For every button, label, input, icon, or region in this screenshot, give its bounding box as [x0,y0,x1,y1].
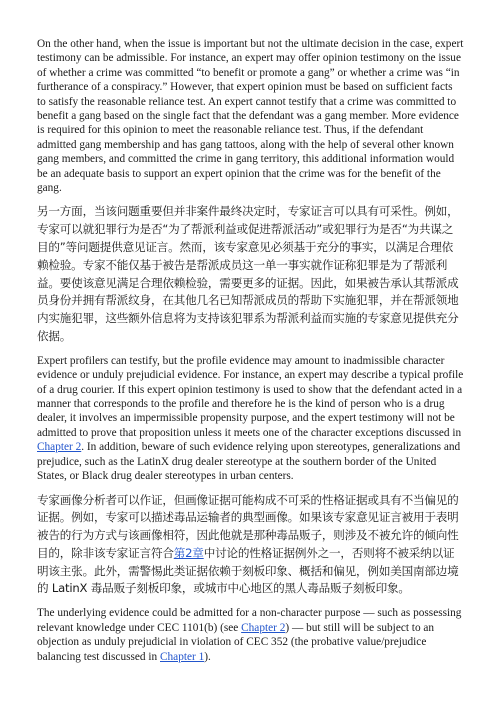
paragraph-2-chinese-text: 专家画像分析者可以作证，但画像证据可能构成不可采的性格证据或具有不当偏见的证据。例如，专家可以描述毒品运输者的典型画像。如果该专家意见证言被用于表明被告的行为方式与该画像相符，因此他就是那种毒品贩子，则涉及不被允许的倾向性目的，除非该专家证言符合 [37,492,459,560]
chapter-2-link[interactable]: Chapter 2 [37,441,82,454]
chapter-2-link-second[interactable]: Chapter 2 [241,621,286,634]
paragraph-2-english-text: Expert profilers can testify, but the profile evidence may amount to inadmissible character evidence or unduly prejudicial evidence. For instance, an expert may describe a typical profile of a drug courier. If this expert opinion testimony is used to show that the defendant acted in a manner that corresponds to the profile and therefore he is the kind of person who is a drug dealer, it involves an impermissible propensity purpose, and the expert testimony will not be admitted to prove that proposition unless it meets one of the character exceptions discussed in [37,354,464,439]
paragraph-2-chinese [37,492,464,599]
chapter-1-link[interactable]: Chapter 1 [160,650,205,663]
paragraph-3-english-text-middle: ) — but still will be subject to an objection as unduly prejudicial in violation of CEC 352 (the probative value/prejudice balancing test discussed in [37,621,435,663]
paragraph-2-english-text-continued: . In addition, beware of such evidence relying upon stereotypes, generalizations and prejudice, such as the LatinX drug dealer stereotype at the southern border of the United States, or Black drug dealer stereotypes in urban centers. [37,441,461,483]
paragraph-3-english-text-end: ). [204,650,211,663]
chapter-2-link-chinese[interactable]: 第2章 [173,545,204,560]
paragraph-3-english-text: The underlying evidence could be admitted for a non-character purpose — such as possessing relevant knowledge under CEC 1101(b) (see [37,607,462,634]
document-page [37,37,464,672]
paragraph-1-english: On the other hand, when the issue is important but not the ultimate decision in the case, expert testimony can be admissible. For instance, an expert may offer opinion testimony on the issue of whether a crime was committed “to benefit or promote a gang” or whether a crime was “in furtherance of a conspiracy.” However, that expert opinion must be based on sufficient facts to satisfy the reasonable reliance test. An expert cannot testify that a crime was committed to benefit a gang based on the single fact that the defendant was a gang member. More evidence is required for this opinion to meet the reasonable reliance test. Thus, if the defendant admitted gang membership and has gang tattoos, along with the help of several other known gang members, and committed the crime in gang territory, this additional information would be an adequate basis to support an expert opinion that the crime was for the benefit of the gang. [37,38,464,195]
paragraph-2-chinese-text-continued: 中讨论的性格证据例外之一，否则将不被采纳以证明该主张。此外，需警惕此类证据依赖于刻板印象、概括和偏见，例如美国南部边境的 LatinX 毒品贩子刻板印象，或城市中心地区的黑人毒品贩子刻板印象。 [37,545,459,596]
paragraph-2-english [37,354,464,484]
paragraph-3-english [37,606,464,664]
paragraph-1-chinese: 另一方面，当该问题重要但并非案件最终决定时，专家证言可以具有可采性。例如，专家可以就犯罪行为是否“为了帮派利益或促进帮派活动”或犯罪行为是否“为共谋之目的”等问题提供意见证言。然而，该专家意见必须基于充分的事实，以满足合理依赖检验。专家不能仅基于被告是帮派成员这一单一事实就作证称犯罪是为了帮派利益。要使该意见满足合理依赖检验，需要更多的证据。因此，如果被告承认其帮派成员身份并拥有帮派纹身，在其他几名已知帮派成员的帮助下实施犯罪，并在帮派领地内实施犯罪，这些额外信息将为支持该犯罪系为帮派利益而实施的专家意见提供充分依据。 [37,204,459,344]
